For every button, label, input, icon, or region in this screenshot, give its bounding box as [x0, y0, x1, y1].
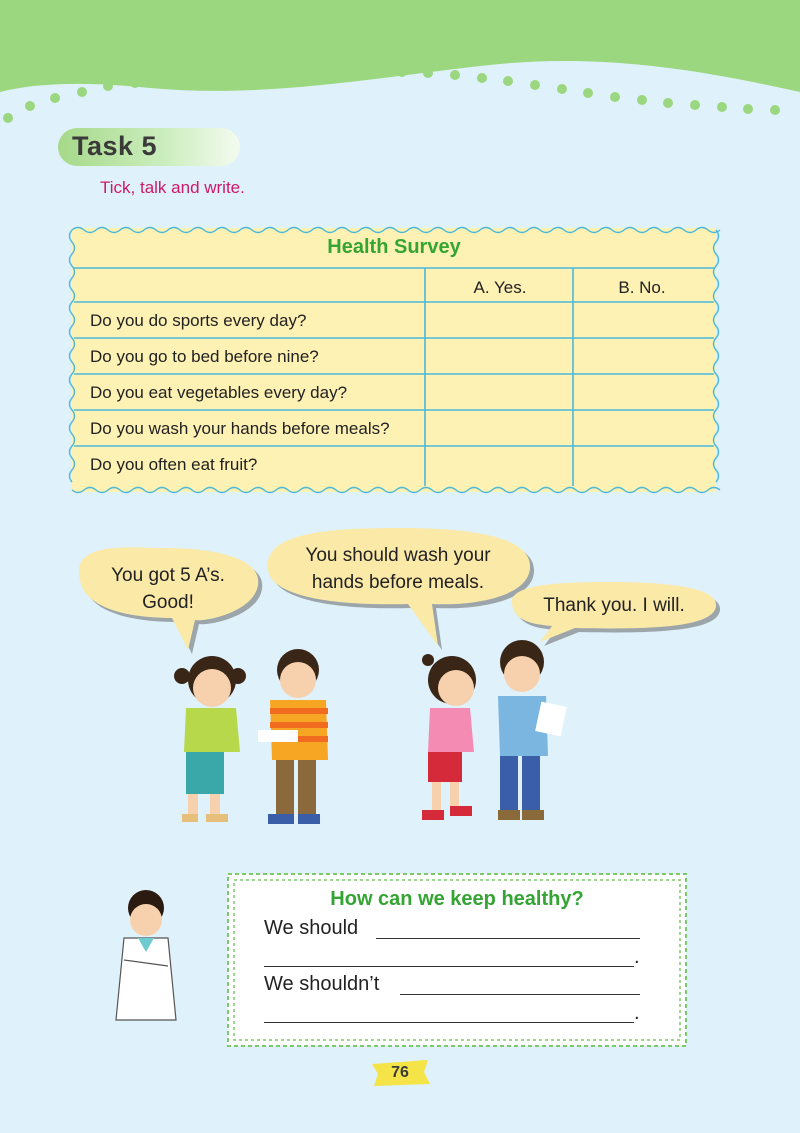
writing-box-title: How can we keep healthy?	[330, 888, 584, 910]
bubble-3-text: Thank you. I will.	[543, 595, 685, 616]
bubble-2-text	[270, 542, 526, 596]
boy-blue-shirt-figure	[498, 640, 567, 820]
survey-question: Do you eat vegetables every day?	[90, 383, 348, 402]
line-2-period: .	[634, 946, 640, 968]
task-instruction: Tick, talk and write.	[100, 178, 245, 197]
girl-green-shirt-figure	[174, 656, 246, 822]
bubble-1-line-2: Good!	[142, 592, 194, 613]
task-title: Task 5	[72, 131, 158, 161]
answer-line-4[interactable]	[264, 1022, 634, 1023]
doctor-figure	[116, 890, 176, 1020]
bubble-2-line-2: hands before meals.	[311, 572, 485, 593]
answer-line-2[interactable]	[264, 966, 634, 967]
survey-question: Do you go to bed before nine?	[90, 347, 319, 366]
survey-question: Do you do sports every day?	[90, 311, 307, 330]
boy-striped-shirt-figure	[258, 649, 328, 824]
page-number: 76	[391, 1064, 409, 1081]
answer-line-3[interactable]	[400, 994, 640, 995]
answer-line-1[interactable]	[376, 938, 640, 939]
column-header-yes: A. Yes.	[473, 278, 527, 297]
bubble-2-line-1: You should wash your	[305, 545, 491, 566]
bubble-1-line-1: You got 5 A’s.	[111, 565, 225, 586]
bubble-1-text	[82, 562, 254, 616]
survey-question: Do you wash your hands before meals?	[90, 419, 390, 438]
girl-pink-shirt-figure	[422, 654, 476, 820]
column-header-no: B. No.	[618, 278, 666, 297]
we-should-label: We should	[264, 917, 359, 939]
survey-title: Health Survey	[327, 236, 461, 258]
we-shouldnt-label: We shouldn’t	[264, 973, 380, 995]
line-4-period: .	[634, 1002, 640, 1024]
survey-question: Do you often eat fruit?	[90, 455, 258, 474]
